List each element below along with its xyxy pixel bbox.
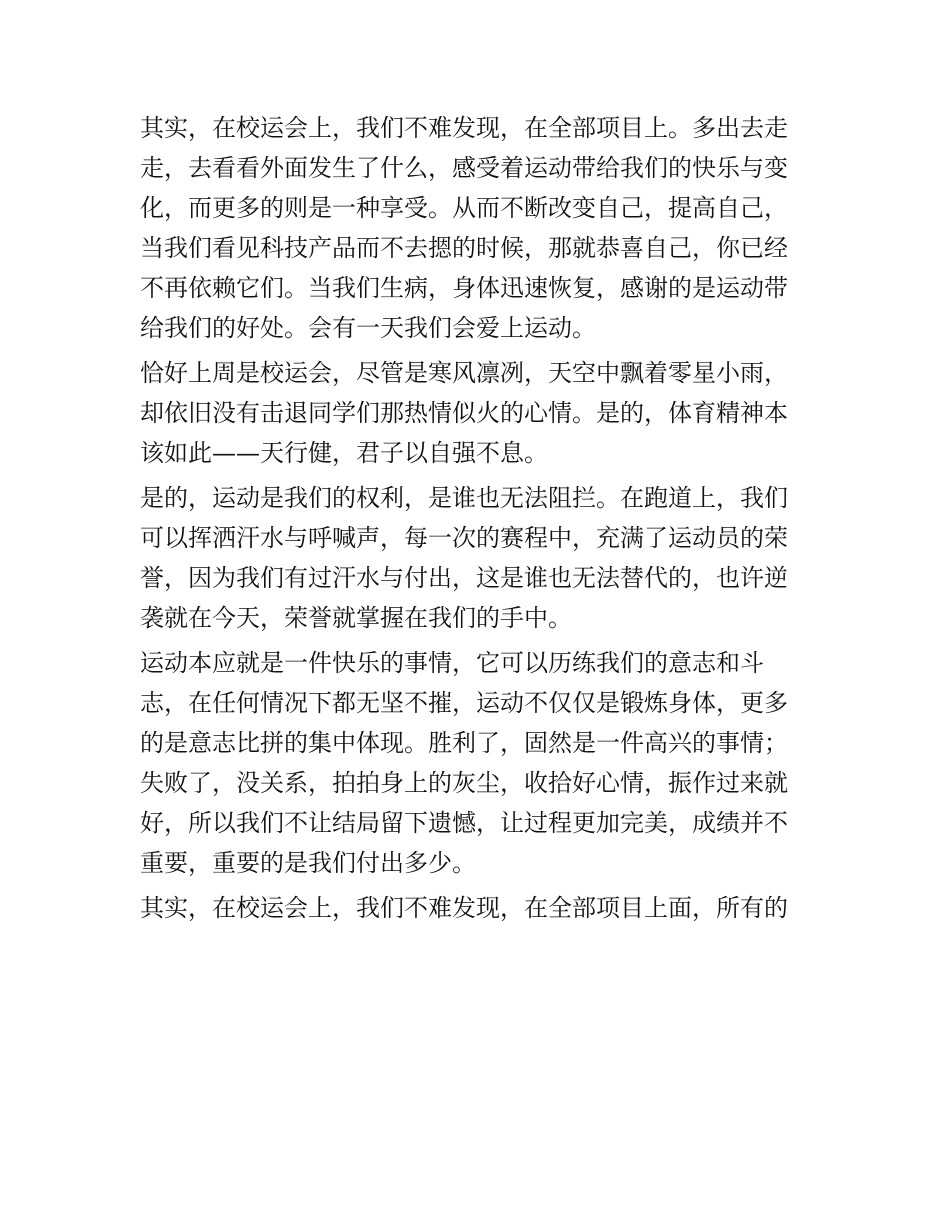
text-line: 是的，运动是我们的权利，是谁也无法阻拦。在跑道上，我们 — [140, 484, 788, 512]
text-line: 恰好上周是校运会，尽管是寒风凛冽，天空中飘着零星小雨， — [140, 359, 788, 387]
paragraph-5 — [140, 888, 820, 928]
text-line: 给我们的好处。会有一天我们会爱上运动。 — [140, 314, 596, 342]
document-body — [140, 108, 820, 928]
paragraph-2 — [140, 353, 820, 473]
text-line: 当我们看见科技产品而不去摁的时候，那就恭喜自己，你已经 — [140, 234, 788, 262]
paragraph-1 — [140, 108, 820, 348]
paragraph-4 — [140, 643, 820, 883]
text-line: 其实，在校运会上，我们不难发现，在全部项目上面，所有的 — [140, 894, 788, 922]
text-line: 重要，重要的是我们付出多少。 — [140, 849, 476, 877]
text-line: 不再依赖它们。当我们生病，身体迅速恢复，感谢的是运动带 — [140, 274, 788, 302]
text-line: 走，去看看外面发生了什么，感受着运动带给我们的快乐与变 — [140, 154, 788, 182]
text-line: 可以挥洒汗水与呼喊声，每一次的赛程中，充满了运动员的荣 — [140, 524, 788, 552]
text-line: 化，而更多的则是一种享受。从而不断改变自己，提高自己， — [140, 194, 788, 222]
text-line: 誉，因为我们有过汗水与付出，这是谁也无法替代的，也许逆 — [140, 564, 788, 592]
text-line: 该如此——天行健，君子以自强不息。 — [140, 439, 548, 467]
text-line: 却依旧没有击退同学们那热情似火的心情。是的，体育精神本 — [140, 399, 788, 427]
text-line: 志，在任何情况下都无坚不摧，运动不仅仅是锻炼身体，更多 — [140, 689, 788, 717]
text-line: 袭就在今天，荣誉就掌握在我们的手中。 — [140, 604, 572, 632]
text-line: 好，所以我们不让结局留下遗憾，让过程更加完美，成绩并不 — [140, 809, 788, 837]
text-line: 其实，在校运会上，我们不难发现，在全部项目上。多出去走 — [140, 114, 788, 142]
paragraph-3 — [140, 478, 820, 638]
text-line: 的是意志比拼的集中体现。胜利了，固然是一件高兴的事情； — [140, 729, 788, 757]
text-line: 运动本应就是一件快乐的事情，它可以历练我们的意志和斗 — [140, 649, 764, 677]
text-line: 失败了，没关系，拍拍身上的灰尘，收拾好心情，振作过来就 — [140, 769, 788, 797]
